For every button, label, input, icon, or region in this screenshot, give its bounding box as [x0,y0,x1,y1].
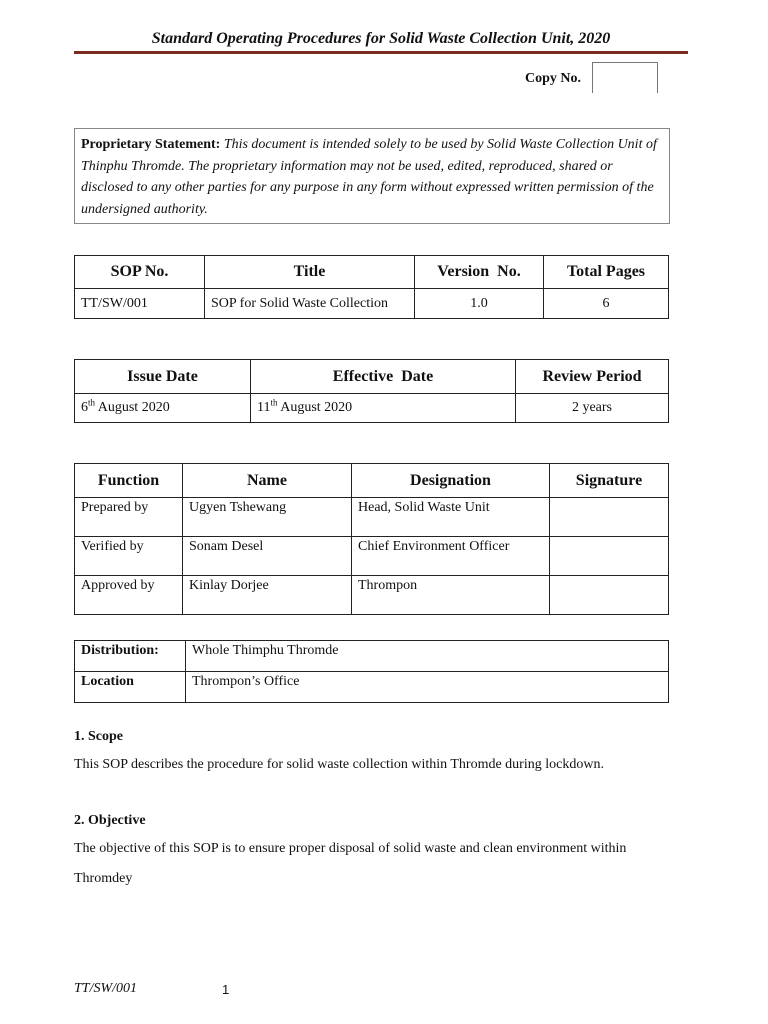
table-row [75,641,669,672]
column-header-designation: Designation [352,464,550,498]
name-cell: Sonam Desel [183,537,352,576]
signature-cell [550,576,669,615]
issue-date-rest: August 2020 [95,400,170,415]
header-rule [74,51,688,54]
function-cell: Approved by [75,576,183,615]
column-header-title: Title [205,256,415,289]
distribution-label: Distribution: [75,641,186,672]
effective-date-day: 11 [257,400,271,415]
footer-document-id: TT/SW/001 [74,981,138,996]
table-row [75,672,669,703]
column-header-review-period: Review Period [516,360,669,394]
sop-number-cell: TT/SW/001 [75,289,205,319]
function-cell: Prepared by [75,498,183,537]
distribution-table [74,640,669,703]
objective-text: The objective of this SOP is to ensure proper disposal of solid waste and clean environment within Thromdey [74,841,627,886]
designation-cell: Head, Solid Waste Unit [352,498,550,537]
issue-date-cell [75,394,251,423]
column-header-total-pages: Total Pages [544,256,669,289]
scope-text: This SOP describes the procedure for solid waste collection within Thromde during lockdown. [74,757,604,772]
column-header-effective-date: Effective Date [251,360,516,394]
dates-table [74,359,669,423]
proprietary-statement-text: This document is intended solely to be used by Solid Waste Collection Unit of Thinphu Thromde. The proprietary information may not be used, edited, reproduced, shared or disclosed to any other parties for any purpose in any form without expressed written permission of the undersigned authority. [81,137,657,217]
distribution-value: Whole Thimphu Thromde [186,641,669,672]
designation-cell: Chief Environment Officer [352,537,550,576]
review-period-cell: 2 years [516,394,669,423]
issue-date-suffix: th [88,397,96,408]
column-header-version: Version No. [415,256,544,289]
location-value: Thrompon’s Office [186,672,669,703]
table-row [75,576,669,615]
effective-date-suffix: th [270,397,278,408]
column-header-issue-date: Issue Date [75,360,251,394]
copy-number-label: Copy No. [525,71,582,86]
column-header-name: Name [183,464,352,498]
effective-date-cell [251,394,516,423]
table-header-row [75,256,669,289]
sop-info-table [74,255,669,319]
signature-cell [550,537,669,576]
sop-title-cell: SOP for Solid Waste Collection [205,289,415,319]
scope-heading: 1. Scope [74,729,123,744]
objective-heading: 2. Objective [74,813,146,828]
function-cell: Verified by [75,537,183,576]
designation-cell: Thrompon [352,576,550,615]
signature-cell [550,498,669,537]
table-header-row [75,464,669,498]
name-cell: Kinlay Dorjee [183,576,352,615]
table-row [75,394,669,423]
table-row [75,289,669,319]
version-cell: 1.0 [415,289,544,319]
column-header-function: Function [75,464,183,498]
location-label: Location [75,672,186,703]
table-header-row [75,360,669,394]
document-header-title: Standard Operating Procedures for Solid Waste Collection Unit, 2020 [151,30,611,47]
copy-number-box [592,62,658,93]
column-header-sop-no: SOP No. [75,256,205,289]
total-pages-cell: 6 [544,289,669,319]
table-row [75,498,669,537]
issue-date-day: 6 [81,400,88,415]
approval-table [74,463,669,615]
table-row [75,537,669,576]
footer-page-number: 1 [222,982,230,997]
name-cell: Ugyen Tshewang [183,498,352,537]
proprietary-statement-lead: Proprietary Statement: [81,137,221,152]
column-header-signature: Signature [550,464,669,498]
effective-date-rest: August 2020 [277,400,353,415]
proprietary-statement [74,128,670,224]
